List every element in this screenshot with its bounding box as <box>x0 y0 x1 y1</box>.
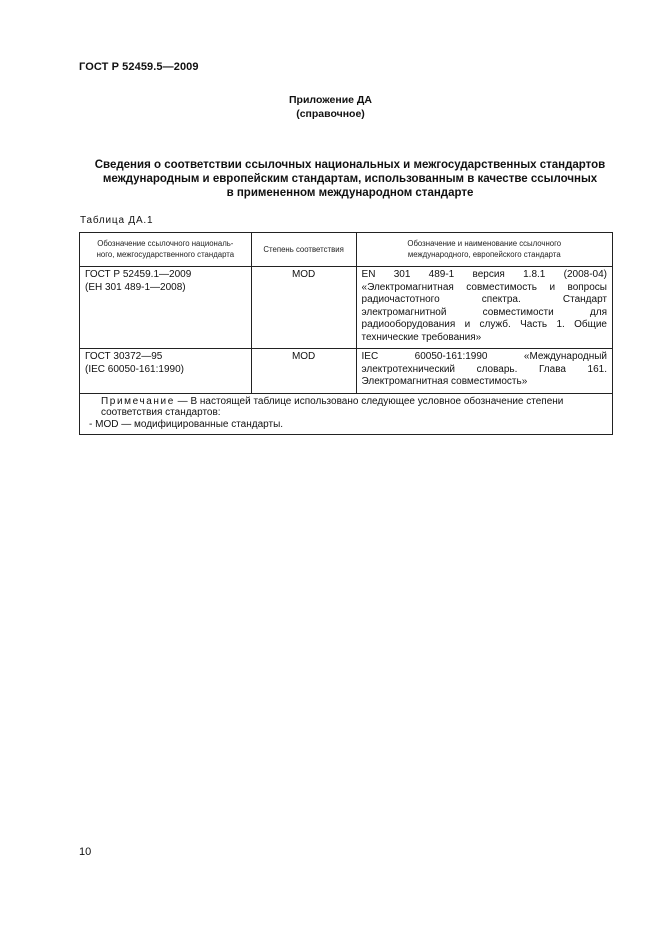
note-item: - MOD — модифицированные стандарты. <box>89 418 284 430</box>
international-standard-cell: EN 301 489-1 версия 1.8.1 (2008-04) «Электромагнитная совместимость и вопросы радиочастотного спектра. Стандарт электромагнитной совместимости для радиооборудования и служб. Часть 1. Общие технические требования» <box>356 267 612 349</box>
appendix-subtitle: (справочное) <box>296 108 365 120</box>
table-header-row <box>80 233 613 267</box>
table-caption: Таблица ДА.1 <box>80 215 154 226</box>
international-standard-cell: IEC 60050-161:1990 «Международный электротехнический словарь. Глава 161. Электромагнитная совместимость» <box>356 349 612 394</box>
table-row <box>80 267 613 349</box>
appendix-heading <box>0 93 661 121</box>
header-degree: Степень соответствия <box>251 233 356 267</box>
section-title-line: международным и европейским стандартам, использованным в качестве ссылочных <box>102 173 598 185</box>
section-title <box>80 158 620 200</box>
appendix-title: Приложение ДА <box>289 94 372 106</box>
document-standard-header: ГОСТ Р 52459.5—2009 <box>79 61 199 73</box>
table-note-row <box>80 393 613 435</box>
header-reference-standard: Обозначение ссылочного националь- ного, межгосударственного стандарта <box>80 233 252 267</box>
degree-cell: MOD <box>251 267 356 349</box>
reference-standard-cell: ГОСТ 30372—95 (IEC 60050-161:1990) <box>80 349 252 394</box>
note-label: Примечание <box>101 395 175 407</box>
section-title-line: Сведения о соответствии ссылочных национальных и межгосударственных стандартов <box>94 159 606 171</box>
table-row <box>80 349 613 394</box>
note-text: — В настоящей таблице использовано следующее условное обозначение степени соответствия стандартов: <box>101 395 564 418</box>
reference-standard-cell: ГОСТ Р 52459.1—2009 (ЕН 301 489-1—2008) <box>80 267 252 349</box>
page-number: 10 <box>79 846 92 858</box>
degree-cell: MOD <box>251 349 356 394</box>
section-title-line: в примененном международном стандарте <box>226 187 474 199</box>
table-note-cell <box>80 393 613 435</box>
header-international-standard: Обозначение и наименование ссылочного международного, европейского стандарта <box>356 233 612 267</box>
correspondence-table <box>79 232 613 435</box>
table-note <box>85 396 607 419</box>
